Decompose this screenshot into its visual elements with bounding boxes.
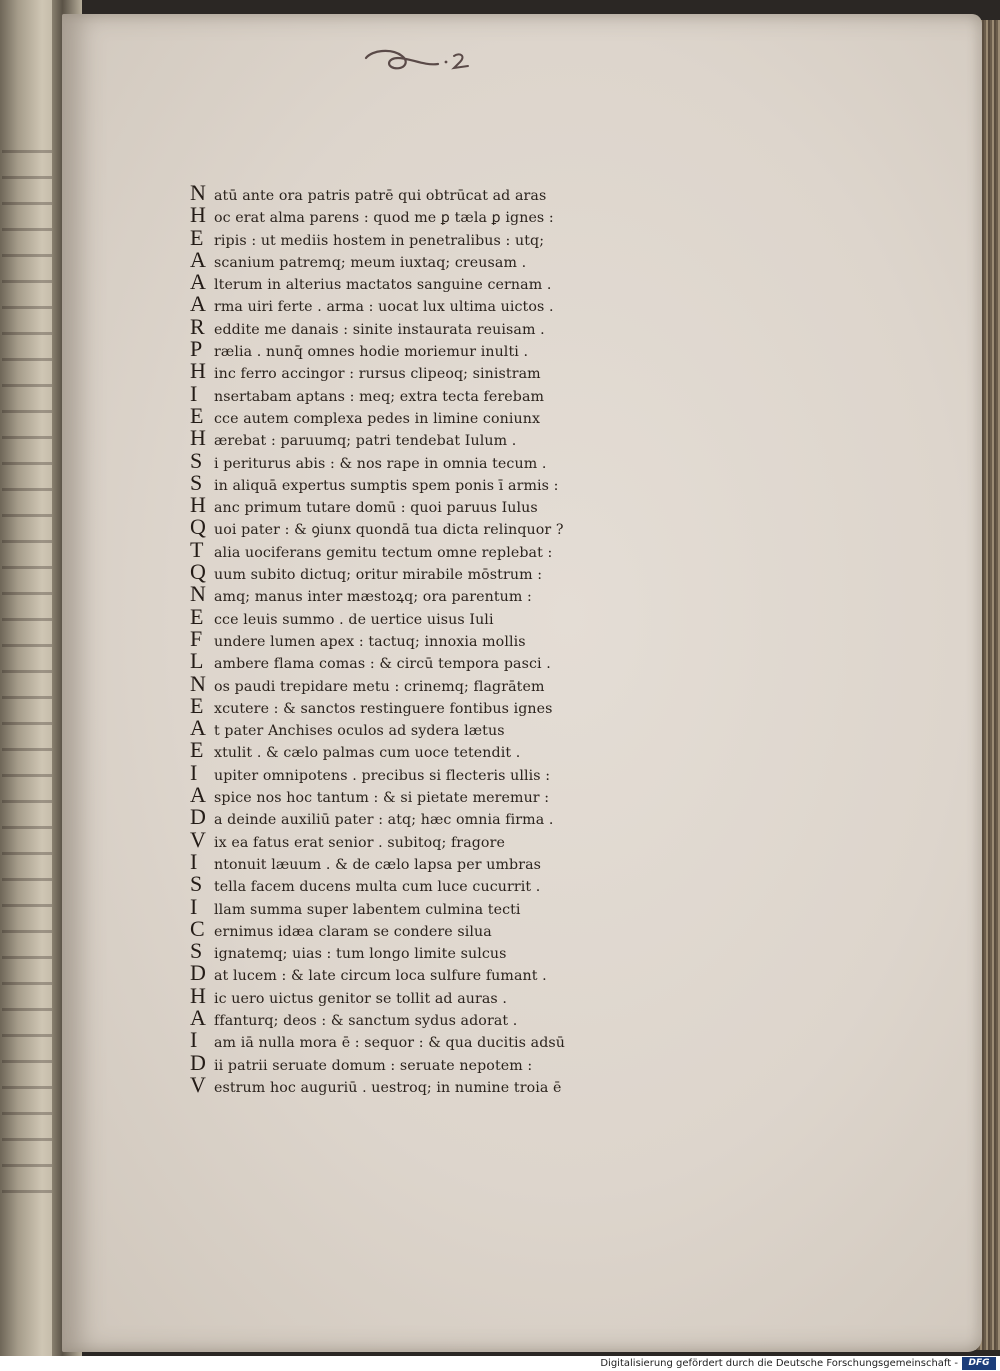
verse-text: cce autem complexa pedes in limine coniunx (214, 410, 541, 427)
verse-initial: H (190, 427, 206, 450)
verse-initial: N (190, 182, 206, 205)
verse-line (190, 918, 610, 940)
footer-bar (0, 1356, 1000, 1371)
facing-page-edge (0, 0, 60, 1360)
verse-line (190, 873, 610, 895)
verse-text: atū ante ora patris patrē qui obtrūcat ad aras (214, 188, 547, 204)
verse-text: in aliquā expertus sumptis spem ponis ī armis : (214, 477, 559, 494)
verse-text: ffanturq; deos : & sanctum sydus adorat . (214, 1012, 518, 1029)
verse-initial: E (190, 404, 204, 428)
verse-initial: A (190, 293, 206, 316)
verse-text: os paudi trepidare metu : crinemq; flagrātem (214, 678, 545, 695)
verse-text: llam summa super labentem culmina tecti (214, 901, 521, 918)
verse-line (190, 249, 610, 271)
verse-text: spice nos hoc tantum : & si pietate meremur : (214, 790, 550, 807)
verse-line (190, 606, 610, 628)
verse-initial: F (190, 627, 203, 651)
verse-line (190, 896, 610, 918)
verse-line (190, 360, 610, 382)
verse-text: ripis : ut mediis hostem in penetralibus : utq; (214, 232, 545, 249)
verse-text: ntonuit læuum . & de cælo lapsa per umbras (214, 856, 542, 873)
verse-line (190, 717, 610, 739)
verse-initial: A (190, 1006, 206, 1030)
verse-initial: H (190, 204, 206, 227)
verse-line (190, 628, 610, 650)
verse-text: inc ferro accingor : rursus clipeoq; sinistram (214, 366, 541, 383)
verse-text: oc erat alma parens : quod me ꝑ tæla ꝑ ignes : (214, 210, 554, 227)
verse-initial: S (190, 449, 203, 472)
verse-initial: I (190, 382, 198, 405)
verse-line (190, 472, 610, 494)
verse-line (190, 227, 610, 249)
verse-line (190, 1007, 610, 1029)
verse-initial: Q (190, 561, 206, 584)
verse-text: uum subito dictuq; oritur mirabile mōstrum : (214, 567, 543, 584)
verse-initial: R (190, 315, 205, 339)
verse-line (190, 1052, 610, 1074)
verse-line (190, 427, 610, 449)
verse-line (190, 583, 610, 605)
verse-initial: V (190, 1073, 206, 1097)
verse-text: lterum in alterius mactatos sanguine cernam . (214, 277, 552, 294)
verse-text: anc primum tutare domū : quoi paruus Iulus (214, 500, 538, 517)
verse-text: i periturus abis : & nos rape in omnia tecum . (214, 455, 547, 472)
verse-text: undere lumen apex : tactuq; innoxia mollis (214, 633, 526, 650)
verse-text: ambere flama comas : & circū tempora pasci . (214, 656, 551, 673)
verse-initial: P (190, 338, 203, 361)
verse-text: eddite me danais : sinite instaurata reuisam . (214, 321, 545, 338)
verse-line (190, 1029, 610, 1051)
verse-initial: H (190, 984, 206, 1007)
verse-line (190, 539, 610, 561)
verse-line (190, 851, 610, 873)
verse-line (190, 673, 610, 695)
verse-text: nsertabam aptans : meq; extra tecta ferebam (214, 388, 545, 405)
facing-page-text-fragment (2, 150, 54, 1200)
funding-notice: Digitalisierung gefördert durch die Deutsche Forschungsgemeinschaft - (600, 1358, 958, 1369)
verse-text: ix ea fatus erat senior . subitoq; fragore (214, 834, 505, 851)
verse-initial: E (190, 694, 204, 718)
verse-line (190, 695, 610, 717)
verse-line (190, 940, 610, 962)
verse-text: rma uiri ferte . arma : uocat lux ultima uictos . (214, 299, 554, 316)
verse-initial: E (190, 739, 204, 762)
verse-text: ignatemq; uias : tum longo limite sulcus (214, 946, 507, 963)
verse-line (190, 316, 610, 338)
verse-line (190, 383, 610, 405)
verse-line (190, 829, 610, 851)
verse-text: cce leuis summo . de uertice uisus Iuli (214, 611, 494, 628)
verse-initial: A (190, 248, 206, 272)
verse-initial: H (190, 494, 206, 517)
verse-text: scanium patremq; meum iuxtaq; creusam . (214, 254, 527, 271)
verse-initial: I (190, 895, 198, 918)
verse-line (190, 762, 610, 784)
verse-text: at lucem : & late circum loca sulfure fumant . (214, 968, 547, 985)
verse-column (190, 182, 610, 1096)
verse-text: am iā nulla mora ē : sequor : & qua ducitis adsū (214, 1035, 566, 1052)
verse-text: t pater Anchises oculos ad sydera lætus (214, 723, 505, 740)
verse-line (190, 182, 610, 204)
verse-initial: N (190, 672, 206, 695)
verse-initial: I (190, 1029, 198, 1052)
verse-text: ii patrii seruate domum : seruate nepotem : (214, 1057, 533, 1074)
verse-line (190, 293, 610, 315)
verse-line (190, 1074, 610, 1096)
verse-text: a deinde auxiliū pater : atq; hæc omnia firma . (214, 812, 554, 829)
folio-signature-mark (358, 44, 478, 78)
verse-initial: A (190, 271, 206, 294)
verse-line (190, 985, 610, 1007)
verse-text: estrum hoc auguriū . uestroq; in numine troia ē (214, 1079, 562, 1096)
dfg-logo[interactable]: DFG (962, 1357, 996, 1370)
verse-initial: I (190, 761, 198, 785)
verse-text: amq; manus inter mæstoꝝq; ora parentum : (214, 589, 532, 606)
verse-text: upiter omnipotens . precibus si flecteris ullis : (214, 767, 551, 784)
verse-text: tella facem ducens multa cum luce cucurrit . (214, 879, 541, 896)
verse-initial: E (190, 226, 204, 249)
verse-initial: L (190, 650, 204, 673)
verse-initial: D (190, 806, 206, 829)
verse-initial: S (190, 940, 203, 963)
verse-line (190, 561, 610, 583)
verse-initial: A (190, 784, 206, 807)
verse-text: uoi pater : & ꝯiunx quondā tua dicta relinquor ? (214, 522, 564, 539)
manuscript-page (62, 14, 982, 1352)
verse-initial: V (190, 828, 206, 851)
verse-initial: A (190, 717, 206, 740)
verse-line (190, 516, 610, 538)
verse-initial: E (190, 605, 204, 628)
verse-line (190, 494, 610, 516)
verse-initial: T (190, 538, 204, 562)
verse-initial: S (190, 873, 203, 896)
verse-text: ic uero uictus genitor se tollit ad auras . (214, 990, 508, 1007)
verse-text: ernimus idæa claram se condere silua (214, 923, 492, 940)
verse-initial: S (190, 471, 203, 495)
verse-line (190, 204, 610, 226)
verse-line (190, 405, 610, 427)
verse-initial: I (190, 850, 198, 874)
verse-initial: H (190, 360, 206, 383)
verse-text: ærebat : paruumq; patri tendebat Iulum . (214, 433, 517, 450)
verse-text: xtulit . & cælo palmas cum uoce tetendit . (214, 745, 521, 762)
verse-text: alia uociferans gemitu tectum omne replebat : (214, 544, 553, 561)
verse-line (190, 450, 610, 472)
verse-text: xcutere : & sanctos restinguere fontibus ignes (214, 700, 553, 717)
verse-line (190, 739, 610, 761)
verse-initial: N (190, 583, 206, 606)
verse-line (190, 271, 610, 293)
verse-initial: D (190, 1051, 206, 1074)
verse-line (190, 338, 610, 360)
verse-text: rælia . nunq̄ omnes hodie moriemur inulti . (214, 344, 529, 361)
verse-line (190, 806, 610, 828)
verse-initial: D (190, 962, 206, 985)
verse-initial: C (190, 917, 205, 941)
verse-line (190, 962, 610, 984)
verse-line (190, 784, 610, 806)
handwritten-signature-mark (358, 44, 478, 78)
verse-line (190, 650, 610, 672)
verse-initial: Q (190, 516, 206, 539)
